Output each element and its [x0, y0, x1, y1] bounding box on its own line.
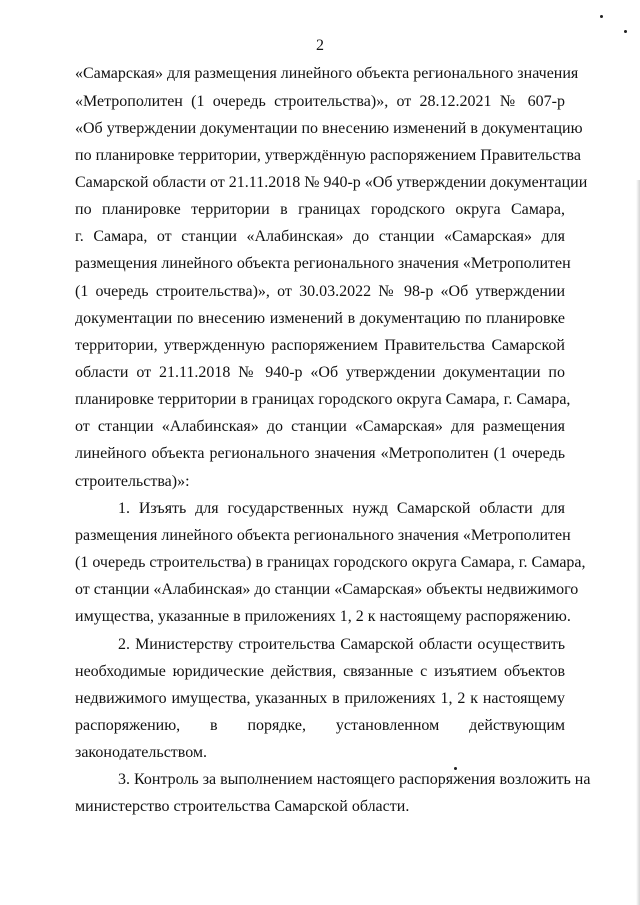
text-line: 3. Контроль за выполнением настоящего распоряжения возложить на	[118, 771, 591, 788]
text-line: имущества, указанные в приложениях 1, 2 к настоящему распоряжению.	[75, 608, 571, 625]
text-line: необходимые юридические действия, связанные с изъятием объектов	[75, 663, 565, 680]
text-line: законодательством.	[75, 744, 208, 761]
text-line: области от 21.11.2018 № 940-р «Об утверждении документации по	[75, 364, 565, 381]
text-line: Самарской области от 21.11.2018 № 940-р «Об утверждении документации	[75, 174, 588, 191]
text-line: территории, утвержденную распоряжением Правительства Самарской	[75, 337, 565, 354]
text-line: 2. Министерству строительства Самарской области осуществить	[118, 636, 565, 653]
text-line: недвижимого имущества, указанных в приложениях 1, 2 к настоящему	[75, 690, 565, 707]
page-number: 2	[316, 37, 324, 54]
text-line: линейного объекта регионального значения «Метрополитен (1 очередь	[75, 445, 565, 462]
text-line: по планировке территории, утверждённую распоряжением Правительства	[75, 147, 581, 164]
text-line: от станции «Алабинская» до станции «Самарская» для размещения	[75, 418, 565, 435]
text-line: строительства)»:	[75, 473, 190, 490]
text-line: (1 очередь строительства)», от 30.03.2022 № 98-р «Об утверждении	[75, 283, 565, 300]
text-line: размещения линейного объекта регионального значения «Метрополитен	[75, 255, 571, 272]
text-line: (1 очередь строительства) в границах городского округа Самара, г. Самара,	[75, 554, 586, 571]
text-line: министерство строительства Самарской области.	[75, 798, 410, 815]
text-line: «Самарская» для размещения линейного объекта регионального значения	[75, 65, 579, 82]
scan-speck	[454, 767, 457, 770]
scan-speck	[624, 30, 627, 33]
text-line: «Метрополитен (1 очередь строительства)», от 28.12.2021 № 607-р	[75, 93, 565, 110]
text-line: «Об утверждении документации по внесению изменений в документацию	[75, 120, 583, 137]
text-line: по планировке территории в границах городского округа Самара,	[75, 201, 565, 218]
scan-edge-shadow	[636, 180, 640, 905]
text-line: от станции «Алабинская» до станции «Самарская» объекты недвижимого	[75, 581, 579, 598]
text-line: планировке территории в границах городского округа Самара, г. Самара,	[75, 391, 571, 408]
scan-speck	[600, 15, 603, 18]
text-line: 1. Изъять для государственных нужд Самарской области для	[118, 500, 565, 517]
text-line: документации по внесению изменений в документацию по планировке	[75, 310, 565, 327]
text-line: размещения линейного объекта регионального значения «Метрополитен	[75, 527, 571, 544]
text-line: распоряжению, в порядке, установленном действующим	[75, 717, 565, 734]
text-line: г. Самара, от станции «Алабинская» до станции «Самарская» для	[75, 228, 565, 245]
